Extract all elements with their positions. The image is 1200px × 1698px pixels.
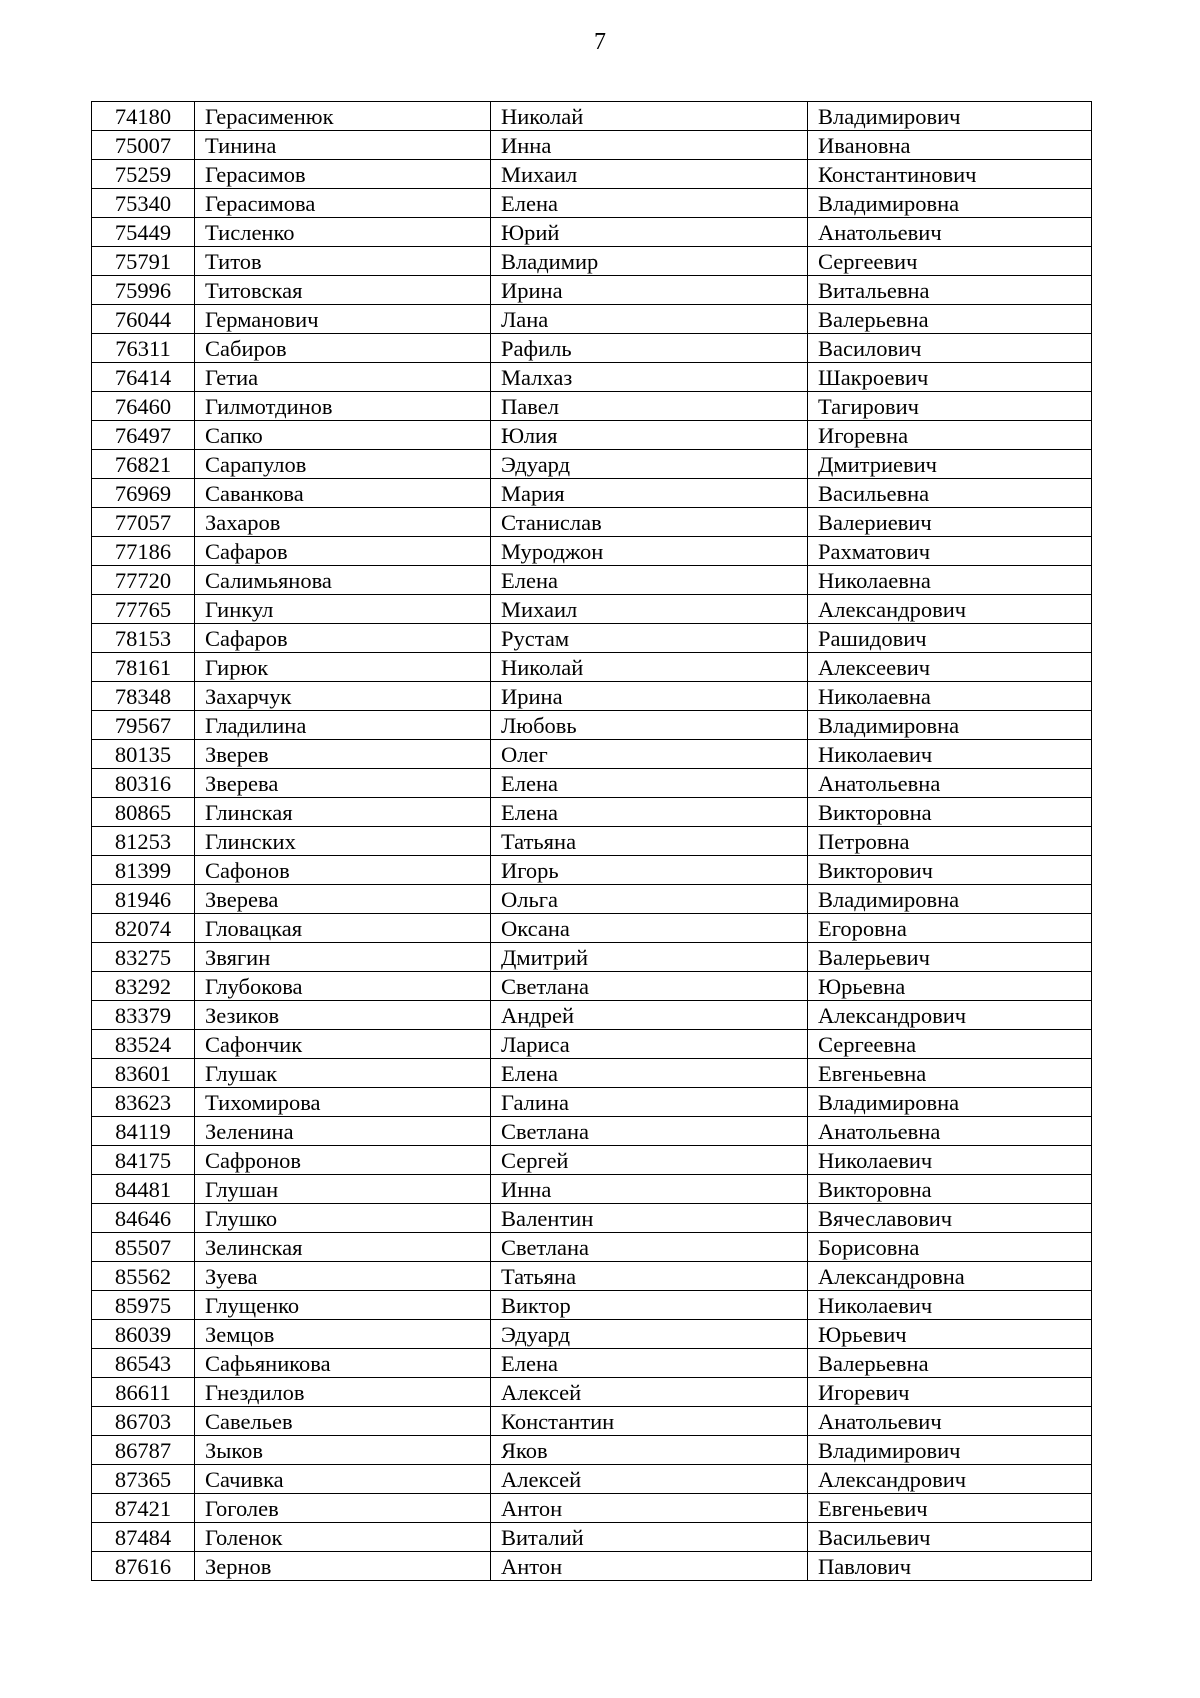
row-id-cell: 77765 [92, 595, 195, 624]
row-id-cell: 83601 [92, 1059, 195, 1088]
patronymic-cell: Тагирович [808, 392, 1092, 421]
patronymic-cell: Павлович [808, 1552, 1092, 1581]
table-row [92, 1320, 1092, 1349]
surname-cell: Савельев [195, 1407, 491, 1436]
surname-cell: Титов [195, 247, 491, 276]
patronymic-cell: Игоревич [808, 1378, 1092, 1407]
row-id-cell: 75791 [92, 247, 195, 276]
surname-cell: Глинских [195, 827, 491, 856]
surname-cell: Сафончик [195, 1030, 491, 1059]
row-id-cell: 84481 [92, 1175, 195, 1204]
row-id-cell: 74180 [92, 102, 195, 131]
surname-cell: Сапко [195, 421, 491, 450]
surname-cell: Захаров [195, 508, 491, 537]
row-id-cell: 76044 [92, 305, 195, 334]
patronymic-cell: Николаевич [808, 740, 1092, 769]
surname-cell: Глушак [195, 1059, 491, 1088]
table-row [92, 740, 1092, 769]
patronymic-cell: Юрьевна [808, 972, 1092, 1001]
first-name-cell: Елена [491, 566, 808, 595]
row-id-cell: 85975 [92, 1291, 195, 1320]
first-name-cell: Елена [491, 769, 808, 798]
patronymic-cell: Александровна [808, 1262, 1092, 1291]
patronymic-cell: Ивановна [808, 131, 1092, 160]
surname-cell: Глушко [195, 1204, 491, 1233]
patronymic-cell: Евгеньевич [808, 1494, 1092, 1523]
row-id-cell: 75996 [92, 276, 195, 305]
row-id-cell: 87484 [92, 1523, 195, 1552]
row-id-cell: 80865 [92, 798, 195, 827]
row-id-cell: 85562 [92, 1262, 195, 1291]
row-id-cell: 86611 [92, 1378, 195, 1407]
surname-cell: Салимьянова [195, 566, 491, 595]
surname-cell: Герасимов [195, 160, 491, 189]
surname-cell: Сафронов [195, 1146, 491, 1175]
row-id-cell: 87421 [92, 1494, 195, 1523]
patronymic-cell: Вячеславович [808, 1204, 1092, 1233]
first-name-cell: Валентин [491, 1204, 808, 1233]
table-row [92, 1117, 1092, 1146]
table-row [92, 566, 1092, 595]
first-name-cell: Константин [491, 1407, 808, 1436]
first-name-cell: Виктор [491, 1291, 808, 1320]
patronymic-cell: Владимирович [808, 1436, 1092, 1465]
surname-cell: Зернов [195, 1552, 491, 1581]
table-row [92, 595, 1092, 624]
patronymic-cell: Владимировна [808, 885, 1092, 914]
patronymic-cell: Анатольевич [808, 218, 1092, 247]
surname-cell: Герасименюк [195, 102, 491, 131]
table-row [92, 102, 1092, 131]
first-name-cell: Яков [491, 1436, 808, 1465]
surname-cell: Сафаров [195, 537, 491, 566]
patronymic-cell: Борисовна [808, 1233, 1092, 1262]
first-name-cell: Светлана [491, 1233, 808, 1262]
patronymic-cell: Владимировна [808, 711, 1092, 740]
first-name-cell: Николай [491, 102, 808, 131]
row-id-cell: 77186 [92, 537, 195, 566]
row-id-cell: 82074 [92, 914, 195, 943]
row-id-cell: 81946 [92, 885, 195, 914]
first-name-cell: Антон [491, 1494, 808, 1523]
roster-table-body [92, 102, 1092, 1581]
patronymic-cell: Владимировна [808, 189, 1092, 218]
table-row [92, 856, 1092, 885]
first-name-cell: Олег [491, 740, 808, 769]
table-row [92, 1378, 1092, 1407]
surname-cell: Германович [195, 305, 491, 334]
surname-cell: Захарчук [195, 682, 491, 711]
first-name-cell: Эдуард [491, 450, 808, 479]
patronymic-cell: Василович [808, 334, 1092, 363]
first-name-cell: Алексей [491, 1465, 808, 1494]
first-name-cell: Елена [491, 189, 808, 218]
first-name-cell: Инна [491, 1175, 808, 1204]
patronymic-cell: Валерьевна [808, 1349, 1092, 1378]
surname-cell: Титовская [195, 276, 491, 305]
surname-cell: Зверева [195, 769, 491, 798]
table-row [92, 508, 1092, 537]
table-row [92, 653, 1092, 682]
row-id-cell: 76414 [92, 363, 195, 392]
patronymic-cell: Шакроевич [808, 363, 1092, 392]
surname-cell: Сафонов [195, 856, 491, 885]
row-id-cell: 79567 [92, 711, 195, 740]
surname-cell: Зуева [195, 1262, 491, 1291]
surname-cell: Гнездилов [195, 1378, 491, 1407]
first-name-cell: Лана [491, 305, 808, 334]
row-id-cell: 75449 [92, 218, 195, 247]
surname-cell: Гоголев [195, 1494, 491, 1523]
row-id-cell: 78161 [92, 653, 195, 682]
table-row [92, 1291, 1092, 1320]
patronymic-cell: Егоровна [808, 914, 1092, 943]
first-name-cell: Муроджон [491, 537, 808, 566]
first-name-cell: Антон [491, 1552, 808, 1581]
table-row [92, 363, 1092, 392]
patronymic-cell: Александрович [808, 595, 1092, 624]
surname-cell: Тихомирова [195, 1088, 491, 1117]
table-row [92, 392, 1092, 421]
first-name-cell: Татьяна [491, 1262, 808, 1291]
row-id-cell: 86543 [92, 1349, 195, 1378]
first-name-cell: Ирина [491, 276, 808, 305]
row-id-cell: 86039 [92, 1320, 195, 1349]
first-name-cell: Галина [491, 1088, 808, 1117]
table-row [92, 798, 1092, 827]
first-name-cell: Юлия [491, 421, 808, 450]
patronymic-cell: Владимирович [808, 102, 1092, 131]
table-row [92, 1233, 1092, 1262]
patronymic-cell: Рахматович [808, 537, 1092, 566]
table-row [92, 334, 1092, 363]
table-row [92, 1262, 1092, 1291]
first-name-cell: Эдуард [491, 1320, 808, 1349]
surname-cell: Сабиров [195, 334, 491, 363]
surname-cell: Сафьяникова [195, 1349, 491, 1378]
table-row [92, 421, 1092, 450]
surname-cell: Глинская [195, 798, 491, 827]
patronymic-cell: Викторовна [808, 798, 1092, 827]
row-id-cell: 83379 [92, 1001, 195, 1030]
first-name-cell: Ирина [491, 682, 808, 711]
table-row [92, 537, 1092, 566]
patronymic-cell: Васильевич [808, 1523, 1092, 1552]
table-row [92, 1349, 1092, 1378]
first-name-cell: Светлана [491, 972, 808, 1001]
surname-cell: Герасимова [195, 189, 491, 218]
table-row [92, 131, 1092, 160]
first-name-cell: Рафиль [491, 334, 808, 363]
first-name-cell: Михаил [491, 595, 808, 624]
surname-cell: Сарапулов [195, 450, 491, 479]
surname-cell: Сафаров [195, 624, 491, 653]
first-name-cell: Елена [491, 1059, 808, 1088]
first-name-cell: Любовь [491, 711, 808, 740]
patronymic-cell: Александрович [808, 1001, 1092, 1030]
row-id-cell: 83275 [92, 943, 195, 972]
table-row [92, 189, 1092, 218]
patronymic-cell: Валерьевич [808, 943, 1092, 972]
row-id-cell: 75259 [92, 160, 195, 189]
patronymic-cell: Игоревна [808, 421, 1092, 450]
table-row [92, 450, 1092, 479]
patronymic-cell: Константинович [808, 160, 1092, 189]
surname-cell: Зеленина [195, 1117, 491, 1146]
first-name-cell: Малхаз [491, 363, 808, 392]
table-row [92, 1494, 1092, 1523]
row-id-cell: 76821 [92, 450, 195, 479]
row-id-cell: 78348 [92, 682, 195, 711]
row-id-cell: 84646 [92, 1204, 195, 1233]
row-id-cell: 83623 [92, 1088, 195, 1117]
table-row [92, 827, 1092, 856]
table-row [92, 682, 1092, 711]
roster-table [91, 101, 1092, 1581]
patronymic-cell: Владимировна [808, 1088, 1092, 1117]
table-row [92, 1465, 1092, 1494]
surname-cell: Гилмотдинов [195, 392, 491, 421]
first-name-cell: Светлана [491, 1117, 808, 1146]
patronymic-cell: Дмитриевич [808, 450, 1092, 479]
table-row [92, 972, 1092, 1001]
first-name-cell: Павел [491, 392, 808, 421]
surname-cell: Тисленко [195, 218, 491, 247]
row-id-cell: 81399 [92, 856, 195, 885]
patronymic-cell: Петровна [808, 827, 1092, 856]
surname-cell: Зверев [195, 740, 491, 769]
patronymic-cell: Николаевич [808, 1146, 1092, 1175]
row-id-cell: 77057 [92, 508, 195, 537]
table-row [92, 1523, 1092, 1552]
table-row [92, 160, 1092, 189]
surname-cell: Зелинская [195, 1233, 491, 1262]
surname-cell: Гладилина [195, 711, 491, 740]
table-row [92, 1552, 1092, 1581]
table-row [92, 1146, 1092, 1175]
first-name-cell: Елена [491, 798, 808, 827]
row-id-cell: 87365 [92, 1465, 195, 1494]
first-name-cell: Станислав [491, 508, 808, 537]
table-row [92, 305, 1092, 334]
table-row [92, 914, 1092, 943]
patronymic-cell: Васильевна [808, 479, 1092, 508]
surname-cell: Гловацкая [195, 914, 491, 943]
surname-cell: Гинкул [195, 595, 491, 624]
row-id-cell: 87616 [92, 1552, 195, 1581]
patronymic-cell: Александрович [808, 1465, 1092, 1494]
surname-cell: Саванкова [195, 479, 491, 508]
first-name-cell: Оксана [491, 914, 808, 943]
row-id-cell: 76460 [92, 392, 195, 421]
first-name-cell: Инна [491, 131, 808, 160]
first-name-cell: Игорь [491, 856, 808, 885]
surname-cell: Тинина [195, 131, 491, 160]
first-name-cell: Татьяна [491, 827, 808, 856]
patronymic-cell: Витальевна [808, 276, 1092, 305]
first-name-cell: Юрий [491, 218, 808, 247]
first-name-cell: Сергей [491, 1146, 808, 1175]
row-id-cell: 77720 [92, 566, 195, 595]
table-row [92, 1001, 1092, 1030]
surname-cell: Зверева [195, 885, 491, 914]
row-id-cell: 76497 [92, 421, 195, 450]
first-name-cell: Елена [491, 1349, 808, 1378]
patronymic-cell: Сергеевич [808, 247, 1092, 276]
table-row [92, 218, 1092, 247]
patronymic-cell: Валериевич [808, 508, 1092, 537]
row-id-cell: 75340 [92, 189, 195, 218]
first-name-cell: Виталий [491, 1523, 808, 1552]
table-row [92, 1059, 1092, 1088]
page-number: 7 [594, 29, 606, 55]
patronymic-cell: Николаевна [808, 566, 1092, 595]
table-row [92, 1030, 1092, 1059]
table-row [92, 1175, 1092, 1204]
surname-cell: Сачивка [195, 1465, 491, 1494]
patronymic-cell: Юрьевич [808, 1320, 1092, 1349]
row-id-cell: 80135 [92, 740, 195, 769]
table-row [92, 885, 1092, 914]
first-name-cell: Владимир [491, 247, 808, 276]
table-row [92, 769, 1092, 798]
first-name-cell: Лариса [491, 1030, 808, 1059]
row-id-cell: 78153 [92, 624, 195, 653]
first-name-cell: Михаил [491, 160, 808, 189]
patronymic-cell: Николаевна [808, 682, 1092, 711]
row-id-cell: 84119 [92, 1117, 195, 1146]
patronymic-cell: Анатольевич [808, 1407, 1092, 1436]
row-id-cell: 86787 [92, 1436, 195, 1465]
surname-cell: Зыков [195, 1436, 491, 1465]
row-id-cell: 81253 [92, 827, 195, 856]
table-row [92, 943, 1092, 972]
patronymic-cell: Николаевич [808, 1291, 1092, 1320]
table-row [92, 711, 1092, 740]
first-name-cell: Николай [491, 653, 808, 682]
surname-cell: Гетиа [195, 363, 491, 392]
surname-cell: Звягин [195, 943, 491, 972]
row-id-cell: 80316 [92, 769, 195, 798]
table-row [92, 624, 1092, 653]
table-row [92, 1436, 1092, 1465]
table-row [92, 276, 1092, 305]
patronymic-cell: Викторович [808, 856, 1092, 885]
first-name-cell: Ольга [491, 885, 808, 914]
row-id-cell: 83524 [92, 1030, 195, 1059]
table-row [92, 1088, 1092, 1117]
patronymic-cell: Анатольевна [808, 1117, 1092, 1146]
row-id-cell: 75007 [92, 131, 195, 160]
surname-cell: Глушан [195, 1175, 491, 1204]
row-id-cell: 76311 [92, 334, 195, 363]
patronymic-cell: Валерьевна [808, 305, 1092, 334]
surname-cell: Глущенко [195, 1291, 491, 1320]
first-name-cell: Дмитрий [491, 943, 808, 972]
patronymic-cell: Викторовна [808, 1175, 1092, 1204]
surname-cell: Гирюк [195, 653, 491, 682]
surname-cell: Зезиков [195, 1001, 491, 1030]
surname-cell: Глубокова [195, 972, 491, 1001]
first-name-cell: Рустам [491, 624, 808, 653]
row-id-cell: 76969 [92, 479, 195, 508]
patronymic-cell: Алексеевич [808, 653, 1092, 682]
table-row [92, 247, 1092, 276]
surname-cell: Голенок [195, 1523, 491, 1552]
table-row [92, 1407, 1092, 1436]
first-name-cell: Мария [491, 479, 808, 508]
surname-cell: Земцов [195, 1320, 491, 1349]
row-id-cell: 83292 [92, 972, 195, 1001]
patronymic-cell: Сергеевна [808, 1030, 1092, 1059]
patronymic-cell: Рашидович [808, 624, 1092, 653]
patronymic-cell: Анатольевна [808, 769, 1092, 798]
row-id-cell: 86703 [92, 1407, 195, 1436]
table-row [92, 1204, 1092, 1233]
patronymic-cell: Евгеньевна [808, 1059, 1092, 1088]
first-name-cell: Алексей [491, 1378, 808, 1407]
first-name-cell: Андрей [491, 1001, 808, 1030]
table-row [92, 479, 1092, 508]
row-id-cell: 84175 [92, 1146, 195, 1175]
row-id-cell: 85507 [92, 1233, 195, 1262]
